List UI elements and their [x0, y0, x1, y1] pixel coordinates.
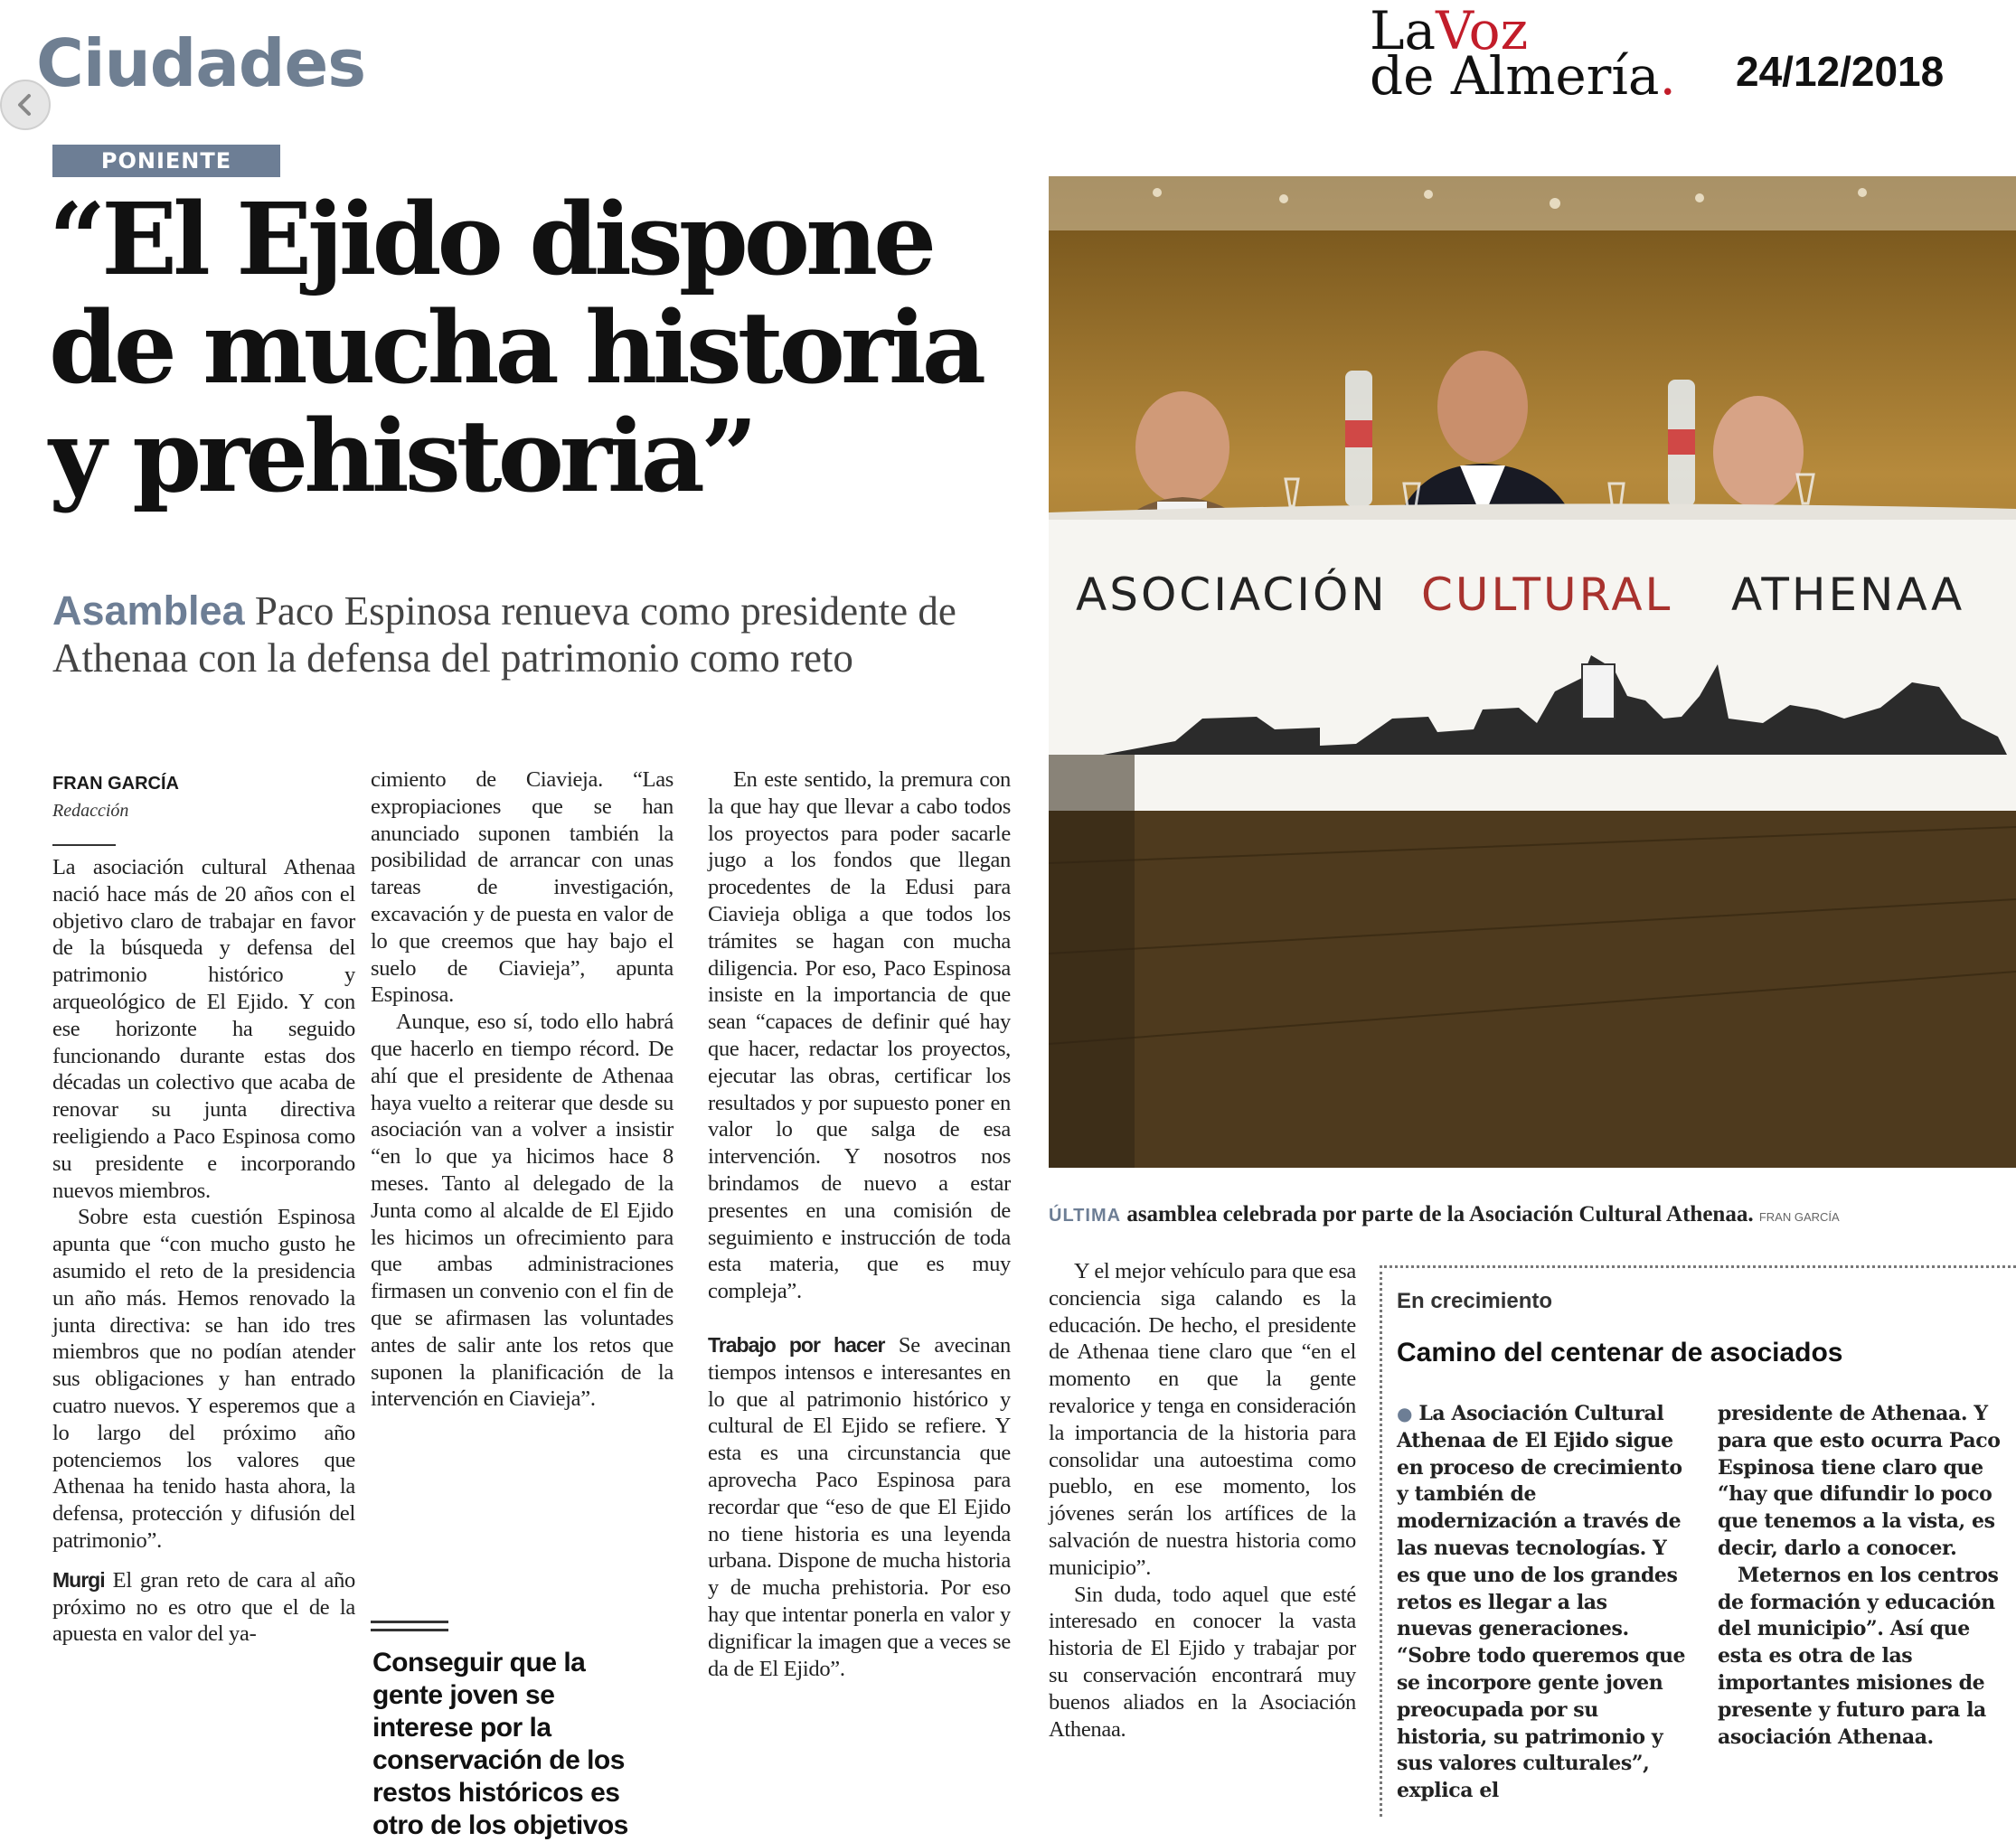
- body-column-1: [52, 854, 355, 1648]
- sidebar-column-1: [1397, 1401, 1686, 1805]
- section-tag: PONIENTE: [52, 145, 280, 177]
- sidebar-column-2: [1718, 1401, 2007, 1751]
- sidebar-kicker: En crecimiento: [1397, 1289, 1553, 1313]
- paragraph: Meternos en los centros de formación y educación del municipio”. Así que esta es otra de las importantes misiones de presente y futuro para la asociación Athenaa.: [1718, 1563, 1999, 1749]
- lead-in: Murgi: [52, 1567, 105, 1592]
- paragraph: cimiento de Ciavieja. “Las expropiaciones que se han anunciado suponen también la posibilidad de arrancar con unas tareas de investigación, excavación y de puesta en valor de lo que creemos que hay bajo el suelo de Ciavieja”, apunta Espinosa.: [371, 767, 674, 1008]
- headline: “El Ejido dispone de mucha historia y prehistoria”: [49, 181, 982, 514]
- byline-divider: [52, 844, 116, 846]
- bullet-icon: ●: [1397, 1403, 1413, 1424]
- sidebar-title: Camino del centenar de asociados: [1397, 1338, 1843, 1367]
- photo-caption: [1049, 1202, 2016, 1227]
- publication-date: 24/12/2018: [1736, 48, 1945, 95]
- pullquote-rule: [371, 1621, 448, 1623]
- paragraph: Sobre esta cuestión Espinosa apunta que “con mucho gusto he asumido el reto de la presidencia un año más. Hemos renovado la junta directiva: se han ido tres miembros que no podían atender sus obligaciones y han entrado cuatro nuevos. Y esperemos que a lo largo del próximo año potenciemos los valores que Athenaa ha tenido hasta ahora, la defensa, protección y difusión del patrimonio”.: [52, 1205, 355, 1553]
- paragraph: En este sentido, la premura con la que hay que llevar a cabo todos los proyectos para poder sacarle jugo a los fondos que llegan procedentes de la Edusi para Ciavieja obliga a que todos los trámites se hagan con mucha diligencia. Por eso, Paco Espinosa insiste en la importancia de que sean “capaces de definir qué hay que hacer, redactar los proyectos, ejecutar las obras, certificar los resultados y por supuesto poner en valor lo que salga de esa intervención. Y nosotros nos brindamos de nuevo a estar presentes en una comisión de seguimiento e instrucción de toda esta materia, que es muy compleja”.: [708, 767, 1011, 1304]
- banner-text-accent: CULTURAL: [1421, 569, 1673, 621]
- byline-name: FRAN GARCÍA: [52, 774, 179, 794]
- banner-text-suffix: ATHENAA: [1731, 569, 1965, 621]
- paragraph: Murgi El gran reto de cara al año próximo no es otro que el de la apuesta en valor del ya-: [52, 1567, 355, 1647]
- paragraph: Aunque, eso sí, todo ello habrá que hacerlo en tiempo récord. De ahí que el presidente de Athenaa haya vuelto a reiterar que desde su asociación van a volver a insistir “en lo que ya hicimos hace 8 meses. Tanto al delegado de la Junta como al alcalde de El Ejido les hicimos un ofrecimiento para que ambas administraciones firmasen un convenio con el fin de que se afirmasen las voluntades antes de salir ante los retos que suponen la planificación de la intervención en Ciavieja”.: [371, 1010, 674, 1412]
- newspaper-logo: LaVoz de Almería.: [1370, 0, 1676, 107]
- subhead-keyword: Asamblea: [52, 587, 245, 634]
- paragraph: Sin duda, todo aquel que esté interesado en conocer la vasta historia de El Ejido y trabajar por su conservación encontrará muy buenos aliados en la Asociación Athenaa.: [1049, 1582, 1356, 1742]
- body-column-3: [708, 766, 1011, 1682]
- subhead-text: Paco Espinosa renueva como presidente de Athenaa con la defensa del patrimonio como reto: [52, 588, 956, 681]
- pullquote-rule: [371, 1629, 448, 1631]
- paragraph: Trabajo por hacer Se avecinan tiempos intensos e interesantes en lo que al patrimonio histórico y cultural de El Ejido se refiere. Y esta es una circunstancia que aprovecha Paco Espinosa para recordar que “eso de que El Ejido no tiene historia es una leyenda urbana. Dispone de mucha historia y de mucha prehistoria. Por eso hay que intentar ponerla en valor y dignificar la imagen que a veces se da de El Ejido”.: [708, 1332, 1011, 1681]
- paragraph: presidente de Athenaa. Y para que esto ocurra Paco Espinosa tiene claro que “hay que difundir lo poco que tenemos a la vista, es decir, darlo a conocer.: [1718, 1402, 2001, 1560]
- caption-text: asamblea celebrada por parte de la Asociación Cultural Athenaa.: [1126, 1202, 1754, 1226]
- caption-keyword: ÚLTIMA: [1049, 1206, 1122, 1226]
- banner-text-prefix: ASOCIACIÓN: [1076, 569, 1388, 621]
- section-title: Ciudades: [36, 25, 366, 101]
- body-column-4: [1049, 1258, 1356, 1743]
- paragraph: ● La Asociación Cultural Athenaa de El Ejido sigue en proceso de crecimiento y también de modernización a través de las nuevas tecnologías. Y es que uno de los grandes retos es llegar a las nuevas generaciones. “Sobre todo queremos que se incorpore gente joven preocupada por su historia, su patrimonio y sus valores culturales”, explica el: [1397, 1402, 1686, 1803]
- photo-credit: FRAN GARCÍA: [1758, 1210, 1840, 1224]
- paragraph: Y el mejor vehículo para que esa conciencia siga calando es la educación. De hecho, el presidente de Athenaa tiene claro que “en el momento en que la gente revalorice y tenga en consideración la importancia de la historia para consolidar una autoestima como pueblo, en ese momento, los jóvenes serán los artífices de la salvación de nuestra historia como municipio”.: [1049, 1259, 1356, 1580]
- lead-in: Trabajo por hacer: [708, 1332, 885, 1357]
- pullquote: Conseguir que la gente joven se interese por la conservación de los restos históricos es otro de los objetivos: [372, 1648, 628, 1840]
- body-column-2: [371, 766, 674, 1413]
- paragraph: La asociación cultural Athenaa nació hace más de 20 años con el objetivo claro de trabajar en favor de la búsqueda y defensa del patrimonio histórico y arqueológico de El Ejido. Y con ese horizonte ha seguido funcionando durante estas dos décadas un colectivo que acaba de renovar su junta directiva reeligiendo a Paco Espinosa como su presidente e incorporando nuevos miembros.: [52, 855, 355, 1203]
- byline-role: Redacción: [52, 801, 129, 821]
- subhead: [52, 587, 1029, 681]
- article-photo: [1049, 176, 2016, 1168]
